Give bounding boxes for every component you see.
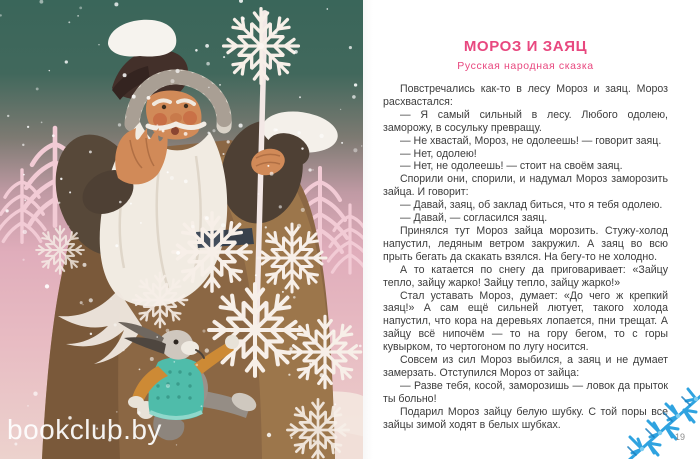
story-paragraph: — Я самый сильный в лесу. Любого одолею, заморожу, в сосульку превращу.: [383, 108, 668, 134]
page-number: 19: [674, 432, 685, 442]
story-paragraph: — Нет, не одолеешь! — стоит на своём заяц.: [400, 160, 623, 173]
story-paragraph: Стал уставать Мороз, думает: «До чего ж крепкий заяц!» А сам ещё сильней лютует, такого холода напустил, что кора на деревьях лопается, пни трещат. А зайцу всё нипочём — то на гору бегом, то с горы кувырком, то чертогоном по лугу носится.: [383, 289, 668, 354]
story-subtitle: Русская народная сказка: [457, 60, 594, 72]
story-paragraph: А то катается по снегу да приговаривает: «Зайцу тепло, зайцу жарко! Зайцу тепло, зайцу жарко!»: [383, 263, 668, 289]
story-paragraph: — Давай, — согласился заяц.: [400, 212, 548, 225]
story-paragraph: Подарил Мороз зайцу белую шубку. С той поры все зайцы зимой ходят в белых шубках.: [383, 405, 668, 431]
story-paragraph: Спорили они, спорили, и надумал Мороз заморозить зайца. И говорит:: [383, 173, 668, 199]
hare-raised-paw: [225, 335, 239, 349]
blowing-mouth: [171, 127, 179, 135]
snowflake-icon: [618, 379, 700, 459]
story-paragraph: Совсем из сил Мороз выбился, а заяц и не думает замерзать. Отступился Мороз от зайца:: [383, 354, 668, 379]
watermark: bookclub.by: [7, 414, 162, 445]
story-paragraph: Принялся тут Мороз зайца морозить. Стужу-холод напустил, ледяным ветром закружил. А заяц во всю прыть бегать да скакать взялся. На бегу-то не холодно.: [383, 224, 668, 263]
story-paragraph: — Не хвастай, Мороз, не одолеешь! — говорит заяц.: [400, 134, 662, 147]
text-column: [383, 38, 668, 431]
story-paragraph: — Давай, заяц, об заклад биться, что я тебя одолею.: [400, 199, 663, 212]
text-page: [363, 0, 700, 459]
story-paragraph: — Разве тебя, косой, заморозишь — ловок да прыток ты больно!: [383, 379, 668, 405]
story-paragraph: Повстречались как-то в лесу Мороз и заяц. Мороз расхвастался:: [383, 83, 668, 108]
story-paragraph: — Нет, одолею!: [400, 147, 477, 160]
story-title: МОРОЗ И ЗАЯЦ: [463, 38, 588, 55]
